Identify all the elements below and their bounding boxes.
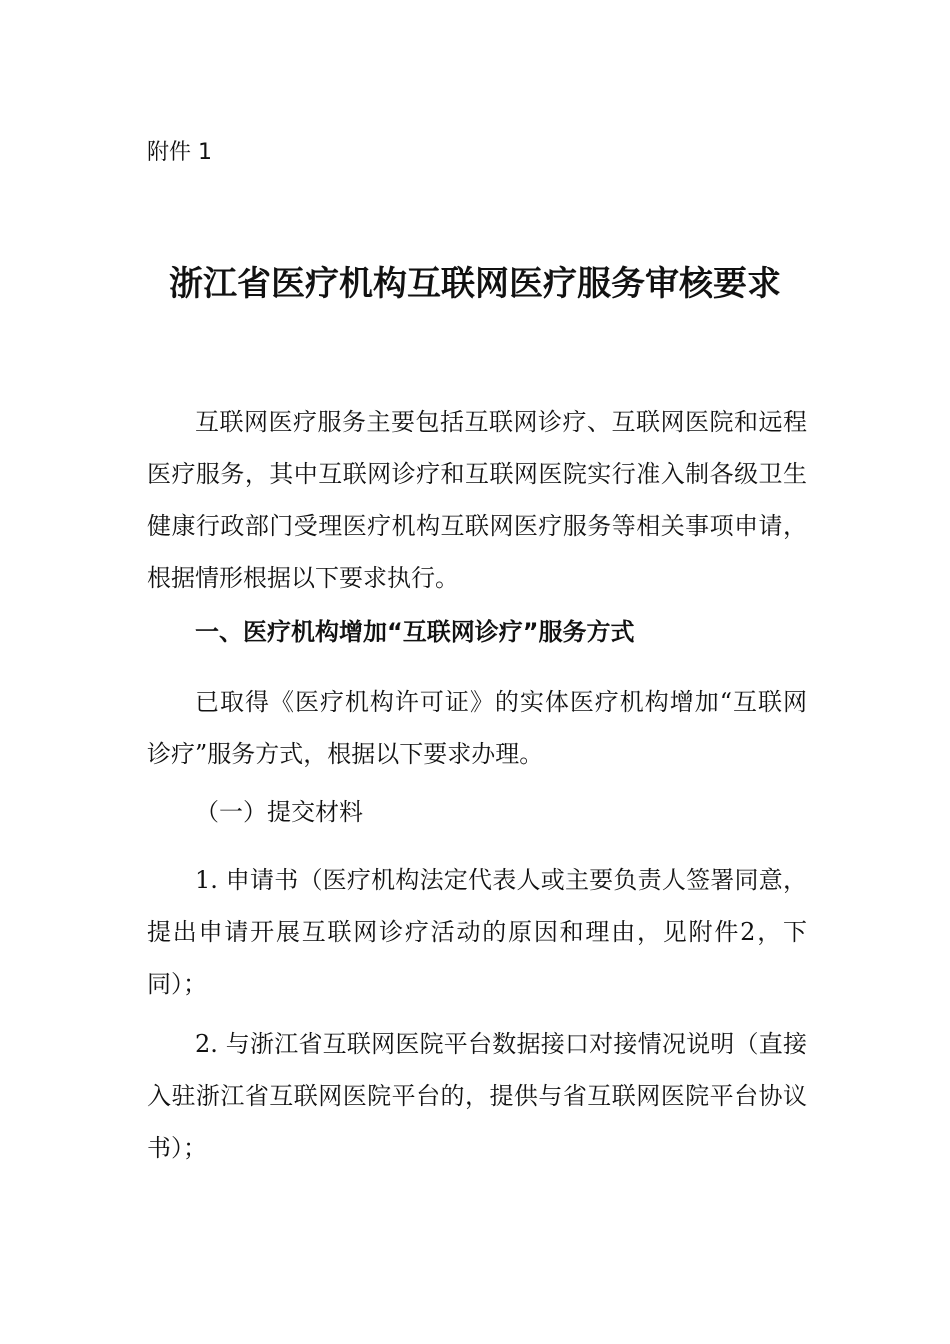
- list-item-2: 2. 与浙江省互联网医院平台数据接口对接情况说明（直接入驻浙江省互联网医院平台的，提供与省互联网医院平台协议书）；: [147, 1030, 807, 1162]
- intro-paragraph: 互联网医疗服务主要包括互联网诊疗、互联网医院和远程医疗服务，其中互联网诊疗和互联网医院实行准入制各级卫生健康行政部门受理医疗机构互联网医疗服务等相关事项申请，根据情形根据以下要求执行。: [147, 408, 807, 592]
- document-title: 浙江省医疗机构互联网医疗服务审核要求: [169, 264, 781, 304]
- section-1-body: 已取得《医疗机构许可证》的实体医疗机构增加“互联网诊疗”服务方式，根据以下要求办理。: [147, 688, 807, 768]
- list-item-1: 1. 申请书（医疗机构法定代表人或主要负责人签署同意，提出申请开展互联网诊疗活动的原因和理由，见附件2，下同）；: [147, 866, 807, 998]
- attachment-label: 附件 1: [147, 140, 212, 165]
- subsection-1-heading: （一）提交材料: [195, 798, 363, 826]
- section-1-heading: 一、医疗机构增加“互联网诊疗”服务方式: [195, 618, 635, 646]
